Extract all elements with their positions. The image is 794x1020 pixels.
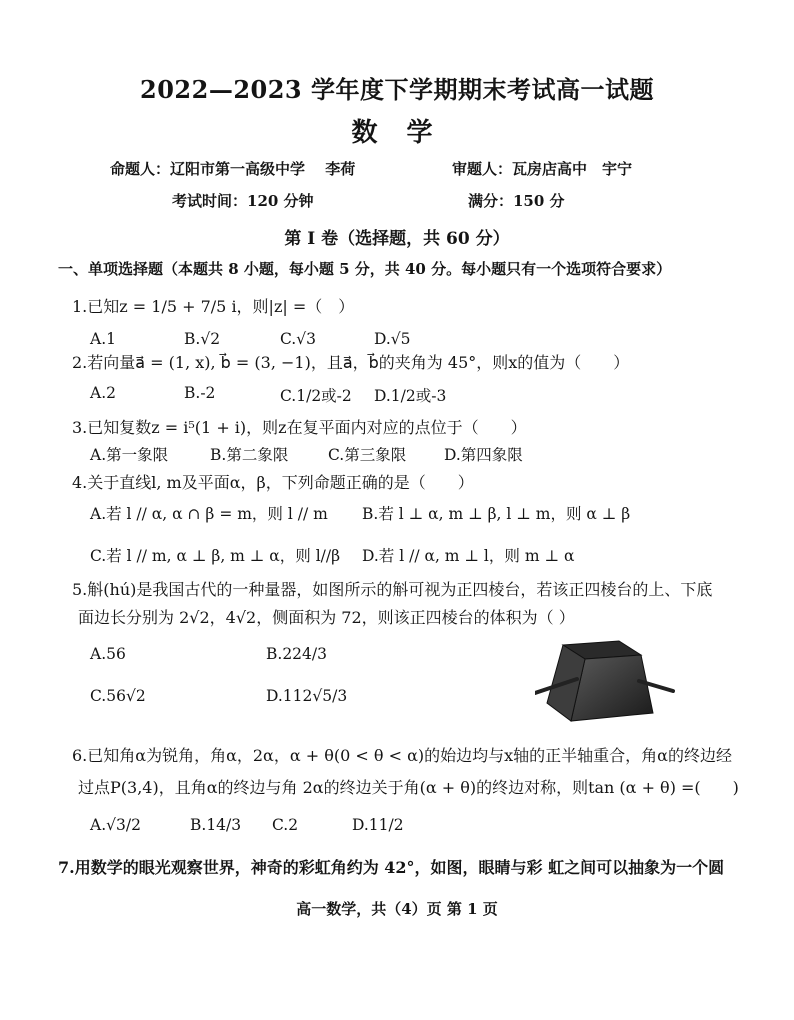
question-6-option-d: D.11/2 bbox=[352, 816, 404, 834]
question-5-option-b: B.224/3 bbox=[266, 645, 327, 663]
exam-title: 2022—2023 学年度下学期期末考试高一试题 bbox=[140, 75, 654, 104]
question-5-option-d: D.112√5/3 bbox=[266, 687, 348, 705]
question-5-option-a: A.56 bbox=[90, 645, 126, 663]
question-3-option-b: B.第二象限 bbox=[210, 446, 289, 464]
question-3-option-a: A.第一象限 bbox=[90, 446, 169, 464]
question-6-line-2: 过点P(3,4)，且角α的终边与角 2α的终边关于角(α + θ)的终边对称，则tan (α + θ) =( ) bbox=[78, 778, 739, 797]
question-4-option-b: B.若 l ⊥ α, m ⊥ β, l ⊥ m，则 α ⊥ β bbox=[362, 505, 631, 523]
author-line: 命题人：辽阳市第一高级中学 李荷 bbox=[110, 160, 356, 178]
question-5-line-1: 5.斛(hú)是我国古代的一种量器，如图所示的斛可视为正四棱台，若该正四棱台的上、下底 bbox=[72, 580, 713, 599]
question-6-option-a: A.√3/2 bbox=[90, 816, 141, 834]
question-1-option-c: C.√3 bbox=[280, 330, 316, 348]
subject-title: 数 学 bbox=[351, 118, 443, 148]
question-2-option-c: C.1/2或-2 bbox=[280, 387, 352, 405]
question-2-stem: 2.若向量a⃗ = (1, x), b⃗ = (3, −1)，且a⃗，b⃗的夹角为 45°，则x的值为（ ） bbox=[72, 353, 630, 372]
question-4-option-c: C.若 l // m, α ⊥ β, m ⊥ α，则 l//β bbox=[90, 547, 341, 565]
question-3-stem: 3.已知复数z = i⁵(1 + i)，则z在复平面内对应的点位于（ ） bbox=[72, 418, 527, 437]
question-2-option-b: B.-2 bbox=[184, 384, 216, 402]
full-score: 满分：150 分 bbox=[468, 192, 565, 210]
question-3-option-c: C.第三象限 bbox=[328, 446, 407, 464]
part-heading: 第 Ⅰ 卷（选择题，共 60 分） bbox=[284, 229, 510, 249]
exam-time: 考试时间：120 分钟 bbox=[172, 192, 314, 210]
question-1-option-d: D.√5 bbox=[374, 330, 411, 348]
question-1-stem: 1.已知z = 1/5 + 7/5 i，则|z| =（ ） bbox=[72, 297, 355, 316]
page-footer: 高一数学，共（4）页 第 1 页 bbox=[296, 900, 498, 918]
question-4-stem: 4.关于直线l, m及平面α，β，下列命题正确的是（ ） bbox=[72, 473, 474, 492]
question-5-line-2: 面边长分别为 2√2，4√2，侧面积为 72，则该正四棱台的体积为（ ） bbox=[78, 608, 575, 627]
question-5-option-c: C.56√2 bbox=[90, 687, 146, 705]
section-heading: 一、单项选择题（本题共 8 小题，每小题 5 分，共 40 分。每小题只有一个选项符合要求） bbox=[58, 260, 672, 278]
question-6-line-1: 6.已知角α为锐角，角α，2α，α + θ(0 < θ < α)的始边均与x轴的正半轴重合，角α的终边经 bbox=[72, 746, 732, 765]
question-6-option-b: B.14/3 bbox=[190, 816, 242, 834]
question-3-option-d: D.第四象限 bbox=[444, 446, 523, 464]
question-6-option-c: C.2 bbox=[272, 816, 299, 834]
question-1-option-b: B.√2 bbox=[184, 330, 221, 348]
question-1-option-a: A.1 bbox=[90, 330, 116, 348]
question-2-option-a: A.2 bbox=[90, 384, 116, 402]
question-4-option-a: A.若 l // α, α ∩ β = m，则 l // m bbox=[90, 505, 328, 523]
question-2-option-d: D.1/2或-3 bbox=[374, 387, 447, 405]
reviewer-line: 审题人：瓦房店高中 宇宁 bbox=[452, 160, 633, 178]
question-7-line-1: 7.用数学的眼光观察世界，神奇的彩虹角约为 42°，如图，眼睛与彩 虹之间可以抽象为一个圆 bbox=[58, 858, 725, 877]
question-4-option-d: D.若 l // α, m ⊥ l，则 m ⊥ α bbox=[362, 547, 575, 565]
hu-vessel-illustration bbox=[535, 633, 675, 728]
